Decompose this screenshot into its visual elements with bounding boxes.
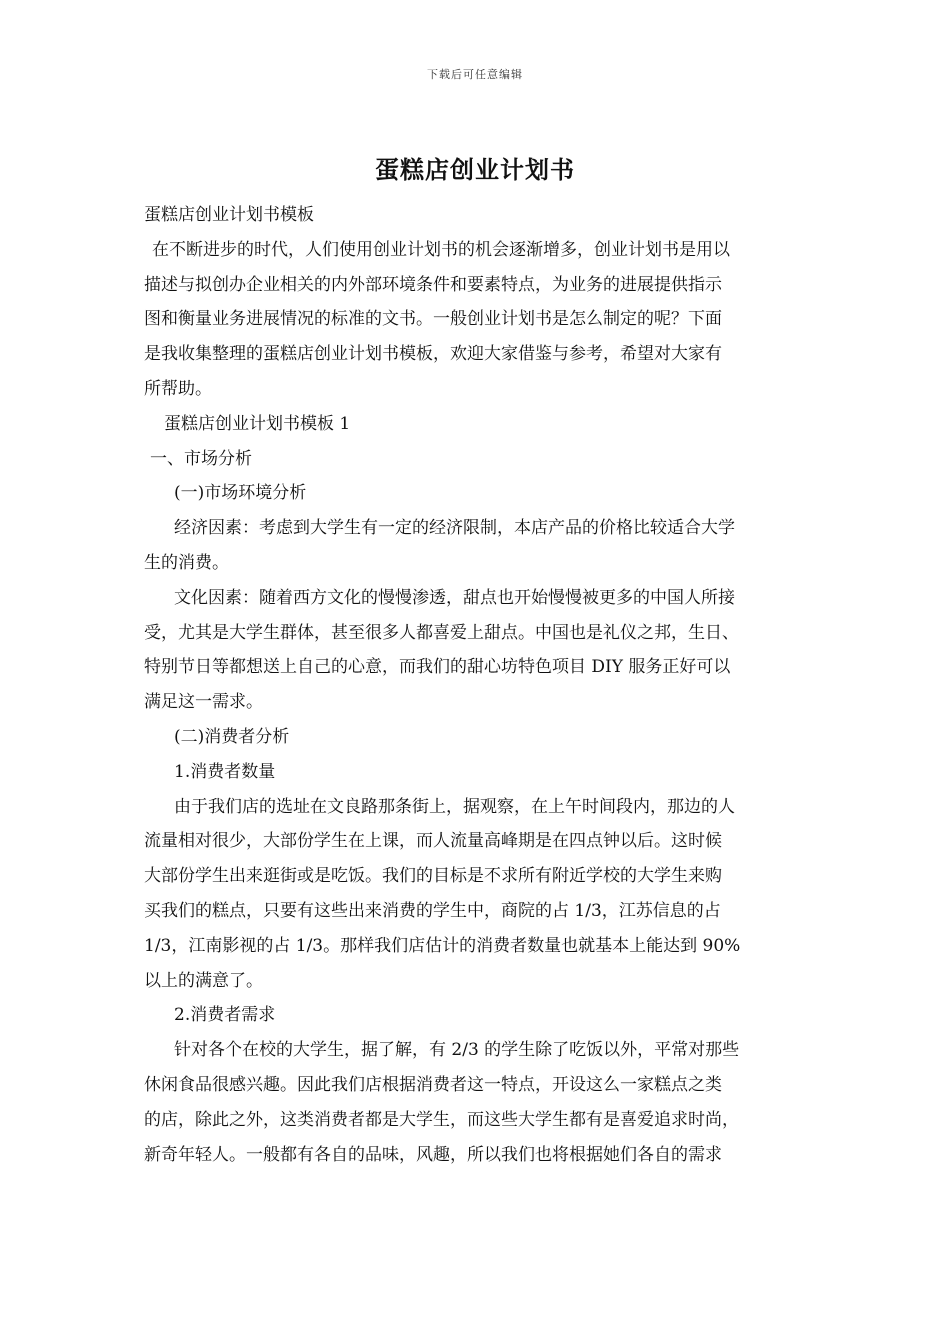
body-line: 受，尤其是大学生群体，甚至很多人都喜爱上甜点。中国也是礼仪之邦，生日、 [144,622,739,643]
body-line: 买我们的糕点，只要有这些出来消费的学生中，商院的占 1/3，江苏信息的占 [144,900,721,921]
body-line: 生的消费。 [144,552,229,573]
body-line: 一、市场分析 [150,448,252,469]
body-line: 文化因素：随着西方文化的慢慢渗透，甜点也开始慢慢被更多的中国人所接 [174,587,735,608]
header-note: 下载后可任意编辑 [427,68,523,81]
body-line: 在不断进步的时代，人们使用创业计划书的机会逐渐增多，创业计划书是用以 [152,239,730,260]
body-line: 休闲食品很感兴趣。因此我们店根据消费者这一特点，开设这么一家糕点之类 [144,1074,722,1095]
body-line: 新奇年轻人。一般都有各自的品味，风趣，所以我们也将根据她们各自的需求 [144,1144,722,1165]
body-line: 由于我们店的选址在文良路那条街上，据观察，在上午时间段内，那边的人 [174,796,735,817]
document-title: 蛋糕店创业计划书 [375,155,575,184]
body-line: (一)市场环境分析 [174,483,307,504]
body-line: 满足这一需求。 [144,692,263,713]
body-line: 大部份学生出来逛街或是吃饭。我们的目标是不求所有附近学校的大学生来购 [144,866,722,887]
body-line: 流量相对很少，大部份学生在上课，而人流量高峰期是在四点钟以后。这时候 [144,831,722,852]
document-body [144,198,812,1172]
body-line: 经济因素：考虑到大学生有一定的经济限制，本店产品的价格比较适合大学 [174,518,735,539]
body-line: 以上的满意了。 [144,970,263,991]
body-line: 图和衡量业务进展情况的标准的文书。一般创业计划书是怎么制定的呢？下面 [144,309,722,330]
body-line: 描述与拟创办企业相关的内外部环境条件和要素特点，为业务的进展提供指示 [144,274,722,295]
body-line: 针对各个在校的大学生，据了解，有 2/3 的学生除了吃饭以外，平常对那些 [174,1040,740,1061]
body-line: 2.消费者需求 [174,1005,276,1026]
body-line: 1.消费者数量 [174,761,276,782]
body-line: 特别节日等都想送上自己的心意，而我们的甜心坊特色项目 DIY 服务正好可以 [144,657,731,678]
body-line: 1/3，江南影视的占 1/3。那样我们店估计的消费者数量也就基本上能达到 90% [144,935,741,956]
body-line: 所帮助。 [144,378,212,399]
body-line: (二)消费者分析 [174,726,290,747]
body-line: 是我收集整理的蛋糕店创业计划书模板，欢迎大家借鉴与参考，希望对大家有 [144,344,722,365]
body-line: 的店，除此之外，这类消费者都是大学生，而这些大学生都有是喜爱追求时尚， [144,1109,739,1130]
body-line: 蛋糕店创业计划书模板 [144,205,314,225]
body-line: 蛋糕店创业计划书模板 1 [164,413,351,434]
